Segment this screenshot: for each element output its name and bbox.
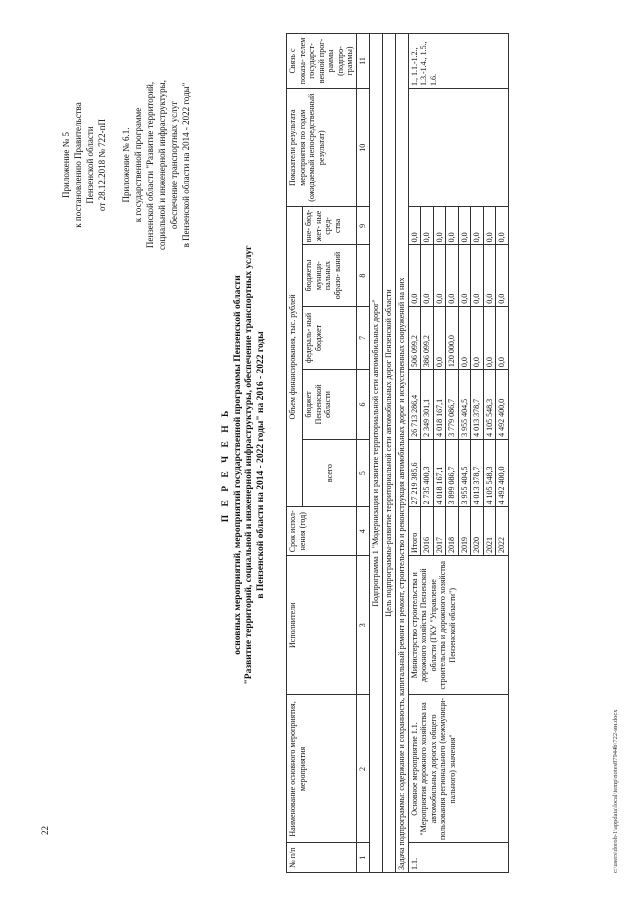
row-regional: 4 105 548,3 — [483, 370, 496, 440]
row-municipal: 0,0 — [433, 245, 446, 306]
row-extra: 0,0 — [408, 207, 421, 245]
row-regional: 4 013 378,7 — [471, 370, 484, 440]
row-federal: 120 000,0 — [446, 306, 459, 369]
row-year: 2018 — [446, 507, 459, 556]
row-total: 4 018 167,1 — [433, 439, 446, 507]
row-total: 27 219 385,6 — [408, 439, 421, 507]
col-header-name: Наименование основного мероприятия, мероприятия — [287, 695, 357, 843]
row-federal: 506 099,2 — [408, 306, 421, 369]
title-line: в Пензенской области на 2014 - 2022 годы" на 2016 - 2022 годы — [255, 331, 266, 599]
col-number: 11 — [356, 34, 369, 89]
item-results — [408, 89, 508, 207]
annex-line: к постановлению Правительства — [73, 102, 83, 228]
row-federal: 0,0 — [458, 306, 471, 369]
col-number: 6 — [356, 370, 369, 440]
row-total: 3 955 404,5 — [458, 439, 471, 507]
col-number: 7 — [356, 306, 369, 369]
row-extra: 0,0 — [483, 207, 496, 245]
row-year: 2022 — [496, 507, 509, 556]
row-regional: 4 492 400,0 — [496, 370, 509, 440]
title-line: "Развитие территорий, социальной и инженерной инфраструктуры, обеспечение транспортных услуг — [244, 245, 254, 685]
row-extra: 0,0 — [433, 207, 446, 245]
subprogram-task: Задача подпрограммы: содержание и сохранность, капитальный ремонт и ремонт, строительство и реконструкция автомобильных дорог и искусственных сооружений на них — [395, 34, 408, 873]
row-federal: 0,0 — [433, 306, 446, 369]
table-row — [408, 34, 421, 873]
annex-subline: социальной и инженерной инфраструктуры, — [157, 80, 167, 250]
row-federal: 386 099,2 — [421, 306, 434, 369]
col-header-extra: вне- бюд- жет- ные сред- ства — [303, 207, 356, 245]
col-header-federal: федераль- ный бюджет — [303, 306, 356, 369]
col-header-regional: бюджет Пензенской области — [303, 370, 356, 440]
column-numbers-row — [356, 34, 369, 873]
row-extra: 0,0 — [458, 207, 471, 245]
row-municipal: 0,0 — [458, 245, 471, 306]
page-number: 22 — [40, 826, 50, 835]
row-extra: 0,0 — [446, 207, 459, 245]
col-header-link: Связь с показа- телем государст- венной прог- раммы (подпро- граммы) — [287, 34, 357, 89]
task-row — [395, 34, 408, 873]
subprogram-goal: Цель подпрограммы-развитие территориальной сети автомобильных дорог Пензенской области — [382, 34, 395, 873]
col-header-term: Срок испол- нения (год) — [287, 507, 357, 556]
goal-row — [382, 34, 395, 873]
col-number: 8 — [356, 245, 369, 306]
col-number: 2 — [356, 695, 369, 843]
col-number: 10 — [356, 89, 369, 207]
subprogram-title: Подпрограмма 1 "Модернизация и развитие территориальной сети автомобильных дорог" — [369, 34, 382, 873]
row-extra: 0,0 — [496, 207, 509, 245]
measures-table — [286, 33, 509, 873]
col-header-num: № п/п — [287, 843, 357, 873]
row-total: 3 899 086,7 — [446, 439, 459, 507]
row-federal: 0,0 — [483, 306, 496, 369]
annex-subline: Пензенской области "Развитие территорий, — [145, 81, 155, 249]
annex-line: Пензенской области — [85, 126, 95, 204]
item-link: 1., 1.1.-1.2., 1.3.-1.4., 1.5., 1.6. — [408, 34, 508, 89]
col-number: 3 — [356, 556, 369, 695]
annex-subline: обеспечение транспортных услуг — [169, 101, 179, 229]
file-path: c:\users\doroh-1\appdata\local\temp\notes87944b\722-ин.docx — [612, 709, 619, 873]
row-municipal: 0,0 — [408, 245, 421, 306]
row-regional: 3 779 086,7 — [446, 370, 459, 440]
row-year: Итого — [408, 507, 421, 556]
row-municipal: 0,0 — [496, 245, 509, 306]
col-header-executor: Исполнители — [287, 556, 357, 695]
annex-block — [60, 65, 192, 265]
annex-line: от 28.12.2018 № 722-пП — [97, 119, 107, 211]
col-header-funding: Объем финансирования, тыс. рублей — [287, 207, 303, 507]
row-total: 4 105 548,3 — [483, 439, 496, 507]
header-row — [287, 34, 303, 873]
title-heading: П Е Р Е Ч Е Н Ь — [221, 407, 231, 523]
col-number: 5 — [356, 439, 369, 507]
title-line: основных мероприятий, мероприятий государственной программы Пензенской области — [232, 275, 243, 655]
document-title — [221, 185, 267, 745]
row-municipal: 0,0 — [421, 245, 434, 306]
col-header-results: Показатели результата мероприятия по годам (ожидаемый непосредственный результат) — [287, 89, 357, 207]
row-federal: 0,0 — [496, 306, 509, 369]
annex-line: Приложение № 5 — [61, 132, 71, 198]
annex-subline: Приложение № 6.1. — [121, 127, 131, 203]
item-number: 1.1. — [408, 843, 508, 873]
row-municipal: 0,0 — [471, 245, 484, 306]
row-year: 2016 — [421, 507, 434, 556]
annex-subline: в Пензенской области на 2014 - 2022 годы" — [181, 82, 191, 248]
col-number: 4 — [356, 507, 369, 556]
row-year: 2020 — [471, 507, 484, 556]
row-extra: 0,0 — [471, 207, 484, 245]
row-regional: 3 955 404,5 — [458, 370, 471, 440]
row-regional: 4 018 167,1 — [433, 370, 446, 440]
row-total: 4 013 378,7 — [471, 439, 484, 507]
col-number: 9 — [356, 207, 369, 245]
row-year: 2019 — [458, 507, 471, 556]
row-year: 2021 — [483, 507, 496, 556]
row-regional: 2 349 301,1 — [421, 370, 434, 440]
row-federal: 0,0 — [471, 306, 484, 369]
row-municipal: 0,0 — [483, 245, 496, 306]
col-header-total: всего — [303, 439, 356, 507]
row-regional: 26 713 286,4 — [408, 370, 421, 440]
row-year: 2017 — [433, 507, 446, 556]
subprogram-row — [369, 34, 382, 873]
item-name: Основное мероприятие 1.1. "Мероприятия дорожного хозяйства на автомобильных дорогах общего пользования регионального (межмуници- пального) значения" — [408, 695, 508, 843]
row-total: 4 492 400,0 — [496, 439, 509, 507]
col-header-municipal: бюджеты муници- пальных образо- ваний — [303, 245, 356, 306]
item-executor: Министерство строительства и дорожного хозяйства Пензенской области (ГКУ "Управление строительства и дорожного хозяйства Пензенской области") — [408, 556, 508, 695]
row-municipal: 0,0 — [446, 245, 459, 306]
col-number: 1 — [356, 843, 369, 873]
row-extra: 0,0 — [421, 207, 434, 245]
annex-subline: к государственной программе — [133, 107, 143, 223]
row-total: 2 735 400,3 — [421, 439, 434, 507]
